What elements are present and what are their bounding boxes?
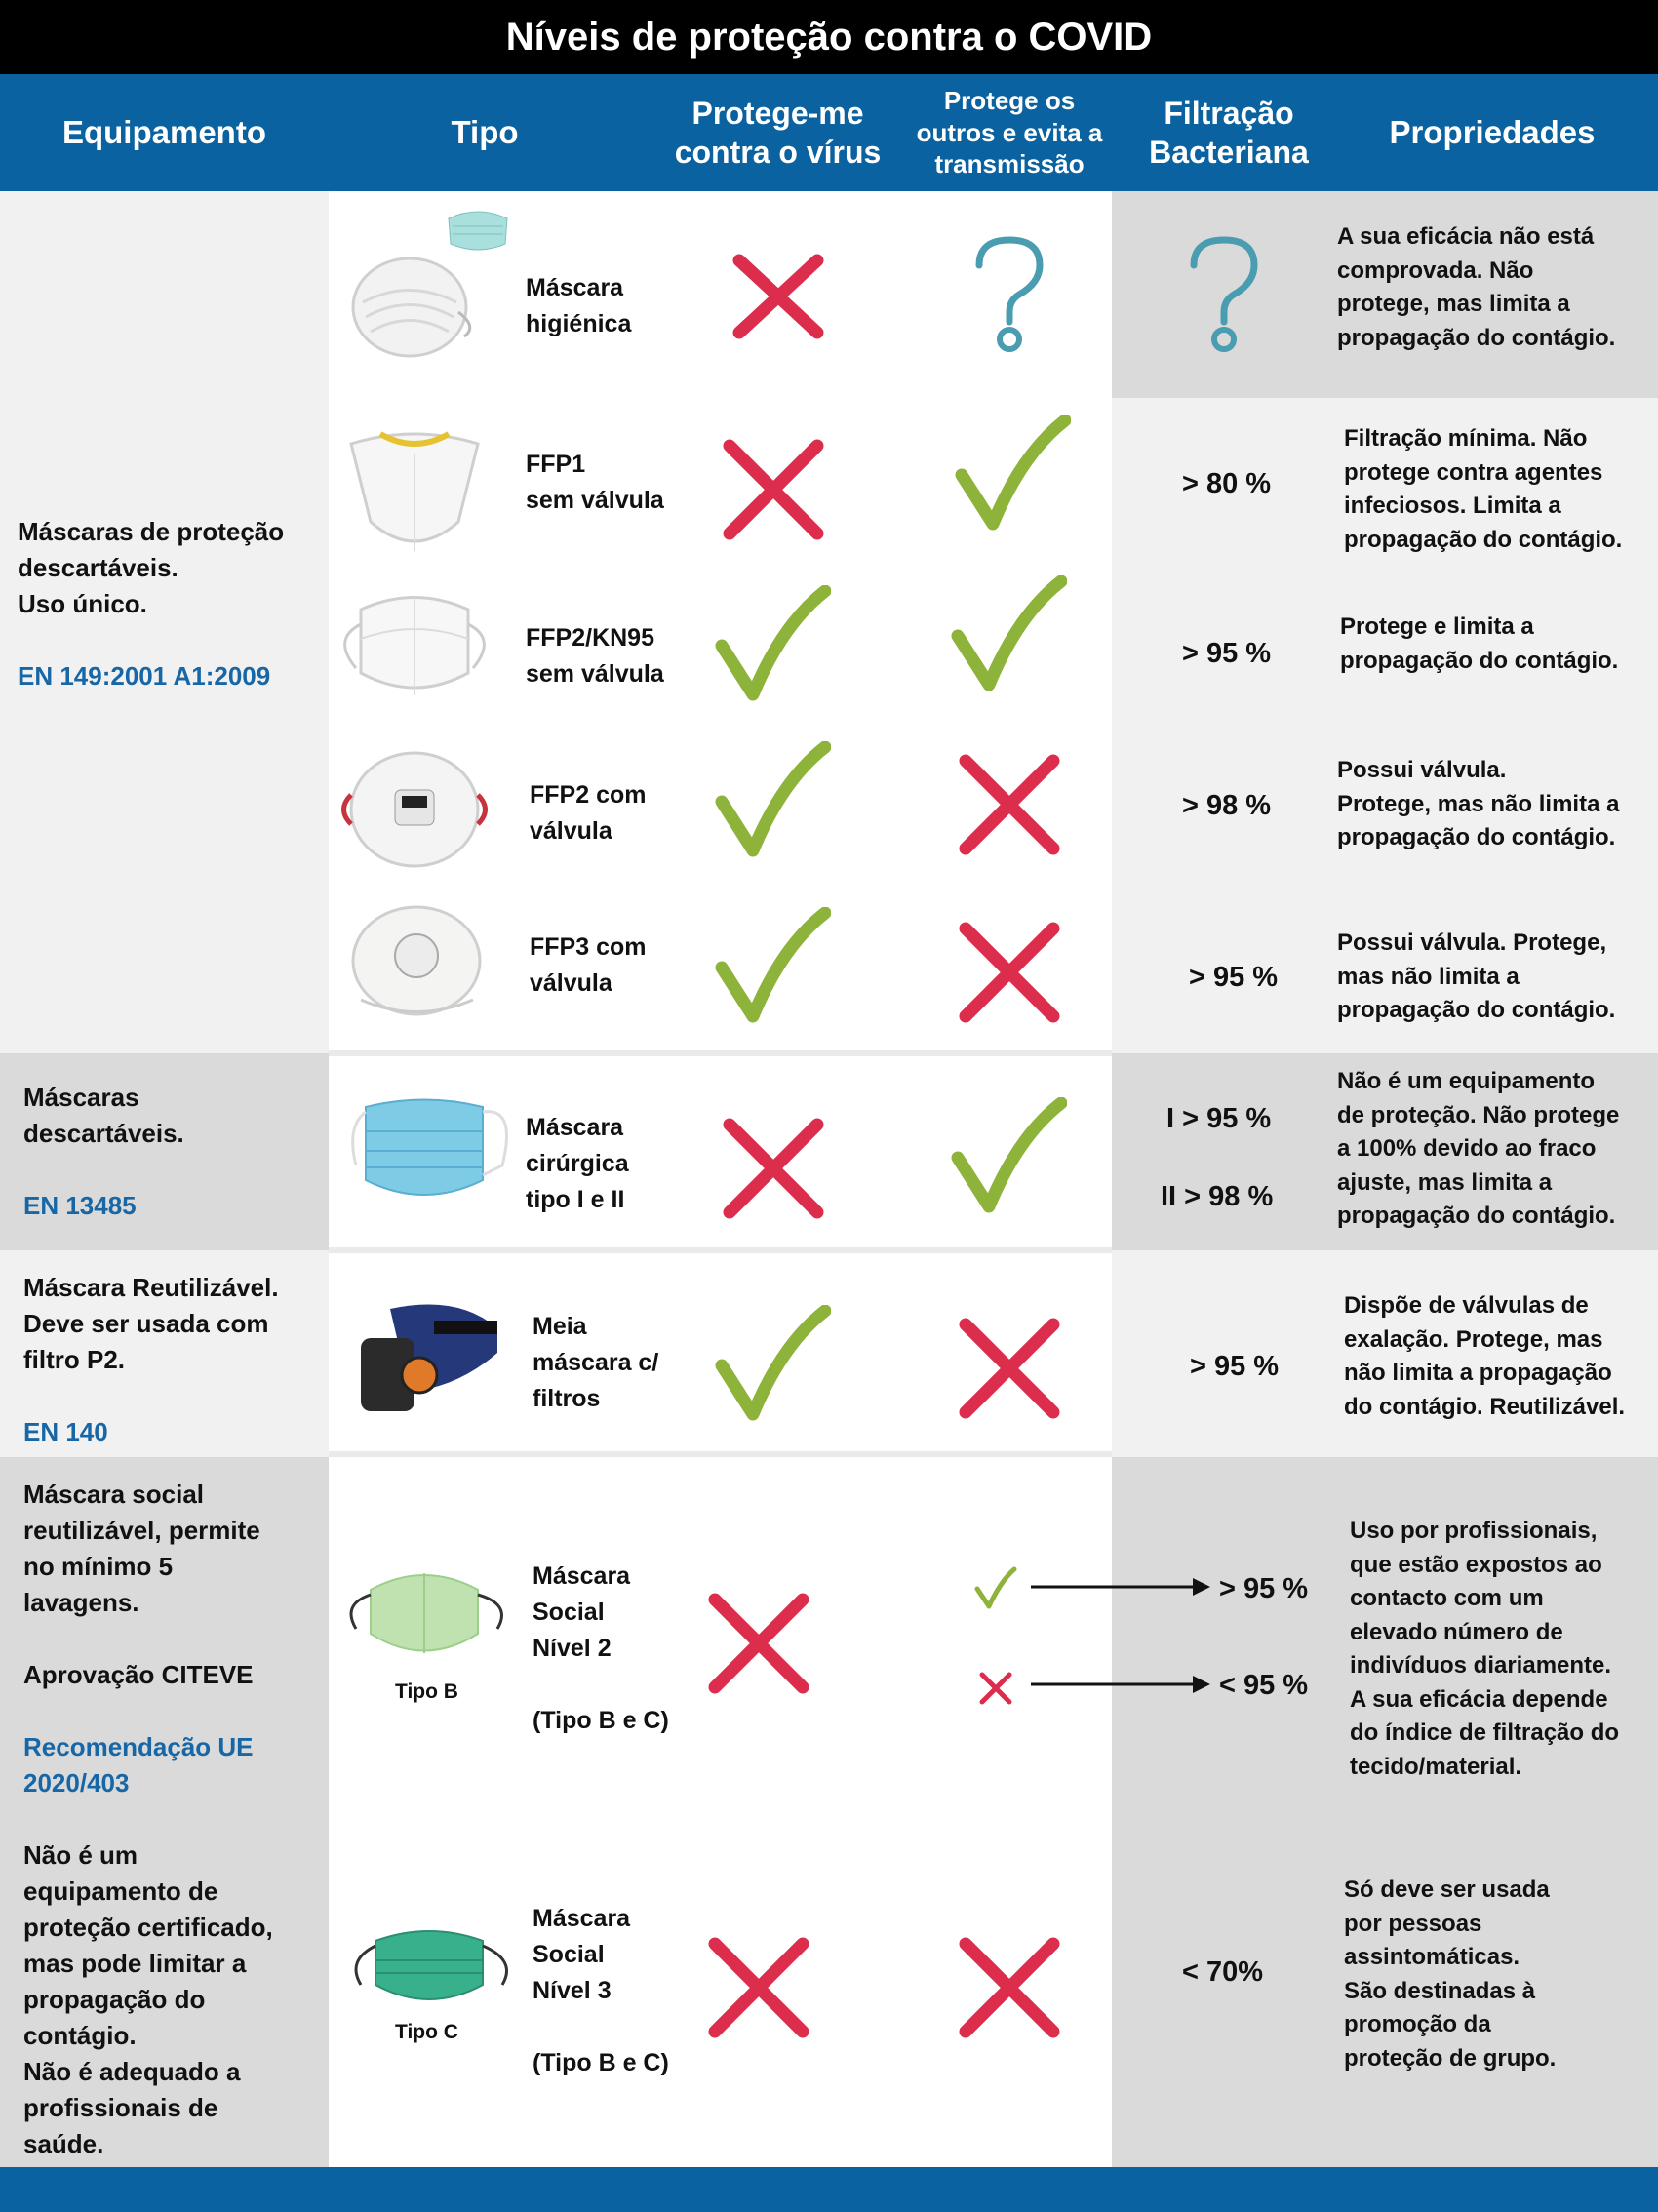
filtration-value: > 95 % <box>1219 1573 1309 1604</box>
row-separator <box>329 1247 1112 1253</box>
recommendation-ue: Recomendação UE <box>23 1732 254 1761</box>
question-icon <box>966 232 1053 354</box>
footer-bar <box>0 2167 1658 2212</box>
header-protege-outros: Protege os outros e evita a transmissão <box>916 86 1103 179</box>
group-descartaveis: Máscaras descartáveis. EN 13485 <box>23 1080 184 1224</box>
row-separator <box>329 1050 1112 1056</box>
filtration-value: > 98 % <box>1182 790 1272 821</box>
filtration-value: II > 98 % <box>1161 1181 1274 1212</box>
properties-text: Só deve ser usada por pessoas assintomáticas. São destinadas à promoção da proteção de grupo. <box>1344 1876 1557 2072</box>
tipo-ffp2-kn95: FFP2/KN95 sem válvula <box>526 624 664 688</box>
ffp2-valve-mask-icon <box>336 741 493 868</box>
header-filtracao: Filtração Bacteriana <box>1149 96 1309 170</box>
arrow-icon <box>1029 1674 1214 1695</box>
properties-text: Dispõe de válvulas de exalação. Protege, mas não limita a propagação do contágio. Reutilizável. <box>1344 1292 1626 1420</box>
check-icon <box>950 575 1067 697</box>
cross-icon <box>730 251 827 342</box>
group-social: Máscara social reutilizável, permite no mínimo 5 lavagens. Aprovação CITEVE Recomendação UE 2020/403 Não é um equipamento de proteção certificado, mas pode limitar a propagação do contágio. Não é adequado a profissionais de saúde. <box>23 1480 273 2158</box>
properties-text: Não é um equipamento de proteção. Não protege a 100% devido ao fraco ajuste, mas limita a propagação do contágio. <box>1337 1068 1620 1229</box>
check-icon <box>714 741 831 863</box>
cross-icon <box>720 1115 827 1222</box>
arrow-icon <box>1029 1576 1214 1598</box>
properties-text: Possui válvula. Protege, mas não limita a propagação do contágio. <box>1337 929 1616 1023</box>
tipo-mascara-cirurgica: Máscara cirúrgica tipo I e II <box>526 1114 629 1213</box>
cross-icon <box>720 436 827 543</box>
half-mask-filters-icon <box>351 1299 507 1421</box>
cross-icon <box>956 1315 1063 1422</box>
question-icon <box>1180 232 1268 354</box>
filtration-value: I > 95 % <box>1166 1103 1272 1134</box>
cross-icon <box>956 1934 1063 2041</box>
filtration-value: < 95 % <box>1219 1670 1309 1701</box>
tipo-social-nivel3: Máscara Social Nível 3 (Tipo B e C) <box>533 1905 669 2076</box>
tipo-meia-mascara: Meia máscara c/ filtros <box>533 1313 659 1412</box>
group-reutilizavel: Máscara Reutilizável. Deve ser usada com filtro P2. EN 140 <box>23 1270 279 1450</box>
small-check-icon <box>973 1565 1018 1612</box>
tipo-ffp3-valvula: FFP3 com válvula <box>530 933 647 997</box>
header-equipamento: Equipamento <box>61 114 266 151</box>
page-title: Níveis de proteção contra o COVID <box>0 0 1658 74</box>
check-icon <box>714 1305 831 1427</box>
approval-citeve: Aprovação CITEVE <box>23 1660 254 1689</box>
check-icon <box>950 1097 1067 1219</box>
social-mask-level3-icon <box>346 1926 522 2009</box>
properties-text: A sua eficácia não está comprovada. Não protege, mas limita a propagação do contágio. <box>1337 223 1616 351</box>
filtration-value: > 80 % <box>1182 468 1272 499</box>
caption-tipo-b: Tipo B <box>395 1680 458 1703</box>
small-cross-icon <box>977 1670 1014 1707</box>
ffp1-mask-icon <box>341 415 488 561</box>
surgical-mask-icon <box>346 1087 512 1214</box>
filtration-value: > 95 % <box>1189 962 1279 993</box>
standard-en13485: EN 13485 <box>23 1191 137 1220</box>
ffp3-valve-mask-icon <box>346 902 493 1024</box>
check-icon <box>714 907 831 1029</box>
filtration-value: < 70% <box>1182 1956 1264 1988</box>
group-descartaveis-protecao: Máscaras de proteção descartáveis. Uso único. EN 149:2001 A1:2009 <box>18 514 284 694</box>
hygienic-mask-icon <box>341 200 527 361</box>
properties-text: Filtração mínima. Não protege contra agentes infeciosos. Limita a propagação do contágio. <box>1344 425 1623 553</box>
filtration-value: > 95 % <box>1182 638 1272 669</box>
tipo-ffp2-valvula: FFP2 com válvula <box>530 781 647 845</box>
cross-icon <box>705 1934 812 2041</box>
properties-text: Protege e limita a propagação do contágio. <box>1340 613 1619 674</box>
standard-en140: EN 140 <box>23 1417 108 1446</box>
standard-en149: EN 149:2001 A1:2009 <box>18 661 271 691</box>
cross-icon <box>705 1590 812 1697</box>
properties-text: Uso por profissionais, que estão expostos ao contacto com um elevado número de indivíduos diariamente. A sua eficácia depende do índice de filtração do tecido/material. <box>1350 1518 1620 1780</box>
social-mask-level2-icon <box>341 1565 517 1658</box>
cross-icon <box>956 751 1063 858</box>
tipo-social-nivel2: Máscara Social Nível 2 (Tipo B e C) <box>533 1562 669 1734</box>
check-icon <box>954 415 1071 536</box>
properties-text: Possui válvula. Protege, mas não limita a propagação do contágio. <box>1337 757 1620 850</box>
ffp2-kn95-mask-icon <box>332 590 497 697</box>
filtration-value: > 95 % <box>1190 1351 1280 1382</box>
caption-tipo-c: Tipo C <box>395 2021 458 2043</box>
check-icon <box>714 585 831 707</box>
header-tipo: Tipo <box>451 114 519 151</box>
tipo-mascara-higienica: Máscara higiénica <box>526 274 632 337</box>
header-propriedades: Propriedades <box>1389 114 1596 151</box>
header-protege-me: Protege-me contra o vírus <box>674 96 882 170</box>
row-separator <box>329 1451 1112 1457</box>
cross-icon <box>956 919 1063 1026</box>
tipo-ffp1: FFP1 sem válvula <box>526 451 664 514</box>
